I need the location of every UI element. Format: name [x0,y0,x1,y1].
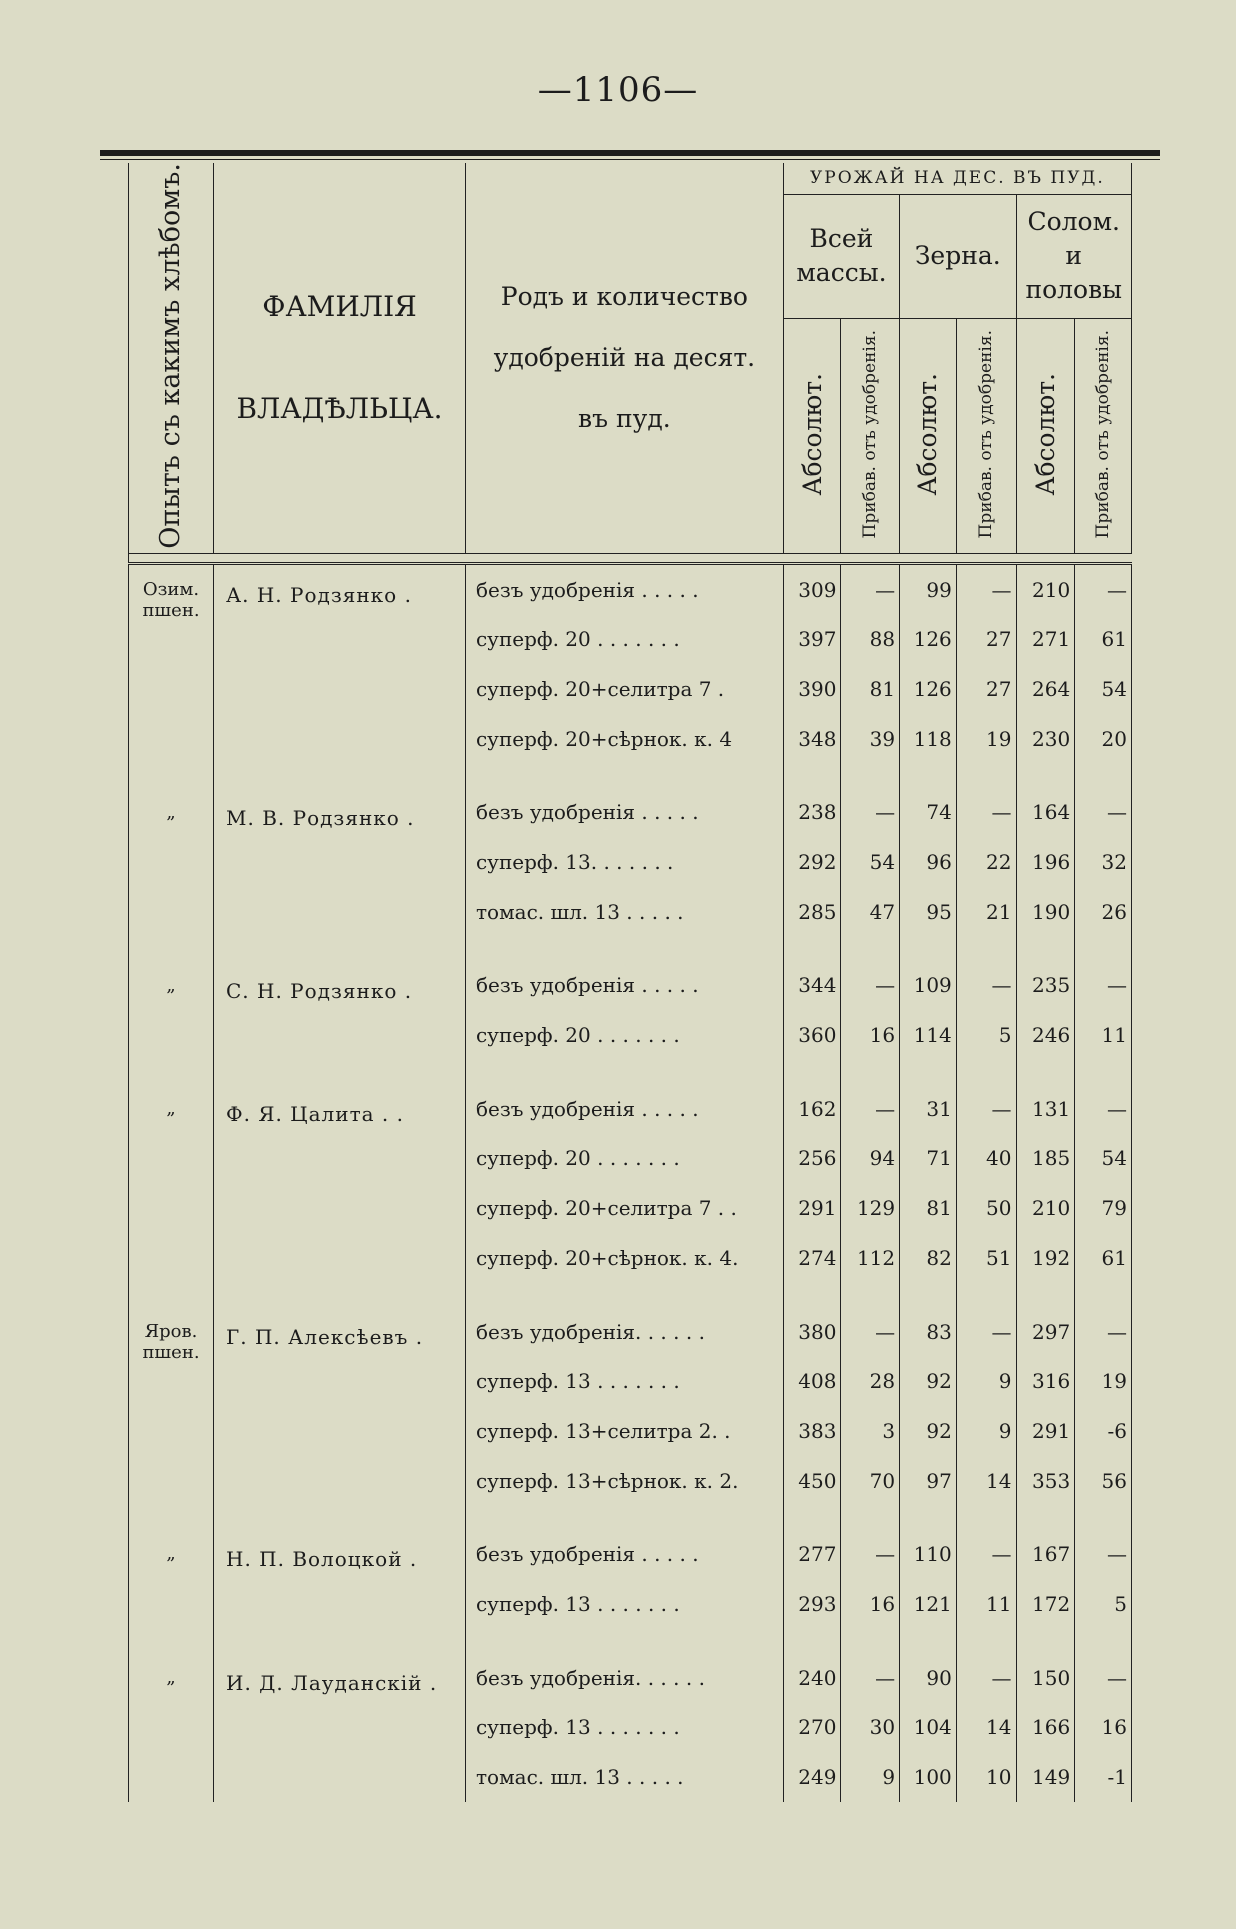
fertilizer-cell: суперф. 20 . . . . . . . [465,1010,783,1060]
total-abs-cell: 249 [783,1752,841,1802]
straw-inc-cell: — [1075,1653,1132,1703]
grain-abs-cell: 96 [900,837,957,887]
straw-abs-cell: 264 [1016,664,1075,714]
grain-inc-cell: — [956,961,1016,1011]
total-abs-cell: 309 [783,563,841,614]
total-abs-cell: 274 [783,1233,841,1283]
owner-name-cell: М. В. Родзянко . [214,788,466,937]
straw-abs-cell: 167 [1016,1529,1075,1579]
fertilizer-cell: безъ удобренія . . . . . [465,1084,783,1134]
total-inc-cell: — [841,788,900,838]
straw-abs-cell: 291 [1016,1406,1075,1456]
total-inc-cell: 81 [841,664,900,714]
table-row [129,1307,1132,1357]
total-inc-cell: 16 [841,1579,900,1629]
fertilizer-cell: безъ удобренія. . . . . . [465,1307,783,1357]
straw-inc-cell: 5 [1075,1579,1132,1629]
fertilizer-cell: суперф. 13. . . . . . . [465,837,783,887]
header-total-abs-label: Абсолют. [797,372,827,496]
grain-inc-cell: 51 [956,1233,1016,1283]
straw-inc-cell: 32 [1075,837,1132,887]
grain-inc-cell: — [956,563,1016,614]
table-row [129,1529,1132,1579]
grain-abs-cell: 110 [900,1529,957,1579]
header-yield-group: УРОЖАЙ НА ДЕС. ВЪ ПУД. [783,163,1131,194]
fertilizer-cell: суперф. 20+селитра 7 . [465,664,783,714]
grain-inc-cell: 9 [956,1406,1016,1456]
straw-abs-cell: 246 [1016,1010,1075,1060]
header-fert-line2: удобреній на десят. [493,343,756,373]
straw-abs-cell: 172 [1016,1579,1075,1629]
total-inc-cell: — [841,563,900,614]
straw-inc-cell: — [1075,1529,1132,1579]
grain-abs-cell: 97 [900,1456,957,1506]
total-inc-cell: 112 [841,1233,900,1283]
total-inc-cell: 3 [841,1406,900,1456]
grain-inc-cell: 27 [956,614,1016,664]
straw-abs-cell: 164 [1016,788,1075,838]
owner-name-cell: С. Н. Родзянко . [214,961,466,1060]
total-inc-cell: 94 [841,1134,900,1184]
group-gap [129,1283,1132,1307]
grain-abs-cell: 31 [900,1084,957,1134]
table-row [129,788,1132,838]
total-inc-cell: — [841,1653,900,1703]
grain-inc-cell: 50 [956,1183,1016,1233]
group-gap [129,764,1132,788]
grain-abs-cell: 114 [900,1010,957,1060]
owner-name-cell: Ф. Я. Цалита . . [214,1084,466,1283]
header-total-mass: Всей массы. [783,194,899,318]
crop-type-cell: „ [129,1653,214,1802]
total-inc-cell: 39 [841,714,900,764]
total-abs-cell: 240 [783,1653,841,1703]
crop-type-cell: „ [129,788,214,937]
fertilizer-cell: суперф. 13 . . . . . . . [465,1356,783,1406]
fertilizer-cell: безъ удобренія. . . . . . [465,1653,783,1703]
straw-inc-cell: 79 [1075,1183,1132,1233]
header-total-inc-label: Прибав. отъ удобренія. [860,329,881,539]
grain-inc-cell: — [956,1084,1016,1134]
grain-abs-cell: 126 [900,614,957,664]
group-gap [129,1629,1132,1653]
straw-abs-cell: 271 [1016,614,1075,664]
fertilizer-cell: безъ удобренія . . . . . [465,1529,783,1579]
total-inc-cell: 47 [841,887,900,937]
straw-abs-cell: 150 [1016,1653,1075,1703]
straw-inc-cell: — [1075,788,1132,838]
grain-abs-cell: 100 [900,1752,957,1802]
owner-name-cell: И. Д. Лауданскій . [214,1653,466,1802]
header-straw-abs-label: Абсолют. [1030,372,1060,496]
header-straw: Солом. и половы [1016,194,1132,318]
header-grain-inc-label: Прибав. отъ удобренія. [976,329,997,539]
grain-inc-cell: 21 [956,887,1016,937]
total-inc-cell: 28 [841,1356,900,1406]
total-inc-cell: — [841,1084,900,1134]
straw-inc-cell: 19 [1075,1356,1132,1406]
total-abs-cell: 383 [783,1406,841,1456]
owner-name-cell: Н. П. Волоцкой . [214,1529,466,1628]
grain-abs-cell: 104 [900,1703,957,1753]
group-gap [129,1505,1132,1529]
total-abs-cell: 450 [783,1456,841,1506]
total-abs-cell: 348 [783,714,841,764]
total-abs-cell: 277 [783,1529,841,1579]
total-abs-cell: 162 [783,1084,841,1134]
grain-inc-cell: 9 [956,1356,1016,1406]
straw-inc-cell: — [1075,1307,1132,1357]
table-body [129,553,1132,1802]
header-grain-abs [900,319,957,554]
group-gap [129,1060,1132,1084]
straw-abs-cell: 210 [1016,563,1075,614]
total-inc-cell: 16 [841,1010,900,1060]
grain-abs-cell: 92 [900,1406,957,1456]
crop-type-cell: „ [129,1529,214,1628]
straw-abs-cell: 353 [1016,1456,1075,1506]
fertilizer-cell: томас. шл. 13 . . . . . [465,887,783,937]
fertilizer-cell: суперф. 13 . . . . . . . [465,1579,783,1629]
table-row [129,961,1132,1011]
grain-inc-cell: 11 [956,1579,1016,1629]
straw-inc-cell: — [1075,1084,1132,1134]
grain-abs-cell: 81 [900,1183,957,1233]
straw-inc-cell: 26 [1075,887,1132,937]
owner-name-cell: А. Н. Родзянко . [214,563,466,763]
total-inc-cell: — [841,1307,900,1357]
total-abs-cell: 360 [783,1010,841,1060]
straw-abs-cell: 190 [1016,887,1075,937]
total-inc-cell: 30 [841,1703,900,1753]
fertilizer-cell: суперф. 20+сѣрнок. к. 4 [465,714,783,764]
total-abs-cell: 270 [783,1703,841,1753]
straw-inc-cell: 16 [1075,1703,1132,1753]
straw-abs-cell: 297 [1016,1307,1075,1357]
total-inc-cell: 9 [841,1752,900,1802]
header-owner [214,163,466,553]
header-grain-abs-label: Абсолют. [913,372,943,496]
fertilizer-cell: суперф. 13+сѣрнок. к. 2. [465,1456,783,1506]
total-inc-cell: 88 [841,614,900,664]
grain-inc-cell: — [956,1653,1016,1703]
header-fert-line1: Родъ и количество [500,282,748,312]
straw-abs-cell: 196 [1016,837,1075,887]
total-abs-cell: 293 [783,1579,841,1629]
header-experiment [129,163,214,553]
straw-abs-cell: 192 [1016,1233,1075,1283]
straw-inc-cell: 56 [1075,1456,1132,1506]
grain-inc-cell: 5 [956,1010,1016,1060]
straw-abs-cell: 316 [1016,1356,1075,1406]
header-total-inc [841,319,900,554]
grain-inc-cell: 14 [956,1456,1016,1506]
straw-inc-cell: 11 [1075,1010,1132,1060]
header-owner-line1: ФАМИЛІЯ [262,289,417,323]
yield-table [128,163,1132,1802]
group-gap [129,937,1132,961]
top-rule-thin [100,159,1160,160]
straw-inc-cell: 20 [1075,714,1132,764]
straw-inc-cell: 61 [1075,614,1132,664]
header-straw-inc [1075,319,1132,554]
total-abs-cell: 408 [783,1356,841,1406]
header-separator [129,553,1132,563]
grain-abs-cell: 90 [900,1653,957,1703]
owner-name-cell: Г. П. Алексѣевъ . [214,1307,466,1506]
header-straw-inc-label: Прибав. отъ удобренія. [1093,329,1114,539]
straw-abs-cell: 166 [1016,1703,1075,1753]
grain-inc-cell: 10 [956,1752,1016,1802]
straw-abs-cell: 210 [1016,1183,1075,1233]
straw-inc-cell: — [1075,563,1132,614]
straw-inc-cell: -1 [1075,1752,1132,1802]
table-row [129,1653,1132,1703]
fertilizer-cell: суперф. 20+сѣрнок. к. 4. [465,1233,783,1283]
page-number: —1106— [537,70,699,110]
straw-abs-cell: 149 [1016,1752,1075,1802]
straw-abs-cell: 185 [1016,1134,1075,1184]
header-fert-line3: въ пуд. [578,404,671,434]
total-inc-cell: 129 [841,1183,900,1233]
fertilizer-cell: суперф. 13+селитра 2. . [465,1406,783,1456]
grain-inc-cell: 27 [956,664,1016,714]
total-inc-cell: 54 [841,837,900,887]
grain-inc-cell: 22 [956,837,1016,887]
header-fertilizer [465,163,783,553]
grain-abs-cell: 83 [900,1307,957,1357]
top-rule [100,150,1160,156]
straw-inc-cell: 54 [1075,1134,1132,1184]
straw-inc-cell: 61 [1075,1233,1132,1283]
fertilizer-cell: безъ удобренія . . . . . [465,961,783,1011]
table-row [129,1084,1132,1134]
straw-inc-cell: — [1075,961,1132,1011]
header-straw-abs [1016,319,1075,554]
yield-table-wrap [128,163,1132,1790]
fertilizer-cell: безъ удобренія . . . . . [465,788,783,838]
fertilizer-cell: суперф. 20+селитра 7 . . [465,1183,783,1233]
grain-inc-cell: — [956,788,1016,838]
crop-type-cell: Озим. пшен. [129,563,214,763]
grain-abs-cell: 92 [900,1356,957,1406]
header-grain-inc [956,319,1016,554]
header-experiment-label: Опытъ съ какимъ хлѣбомъ. [155,163,186,549]
header-owner-line2: ВЛАДѢЛЬЦА. [236,391,443,425]
total-abs-cell: 291 [783,1183,841,1233]
header-grain: Зерна. [900,194,1016,318]
total-inc-cell: 70 [841,1456,900,1506]
grain-abs-cell: 109 [900,961,957,1011]
total-inc-cell: — [841,961,900,1011]
total-abs-cell: 285 [783,887,841,937]
fertilizer-cell: суперф. 20 . . . . . . . [465,1134,783,1184]
fertilizer-cell: безъ удобренія . . . . . [465,563,783,614]
header-total-abs [783,319,841,554]
grain-abs-cell: 121 [900,1579,957,1629]
grain-inc-cell: — [956,1307,1016,1357]
total-abs-cell: 344 [783,961,841,1011]
fertilizer-cell: томас. шл. 13 . . . . . [465,1752,783,1802]
crop-type-cell: Яров. пшен. [129,1307,214,1506]
crop-type-cell: „ [129,961,214,1060]
total-abs-cell: 397 [783,614,841,664]
straw-abs-cell: 235 [1016,961,1075,1011]
total-inc-cell: — [841,1529,900,1579]
fertilizer-cell: суперф. 13 . . . . . . . [465,1703,783,1753]
crop-type-cell: „ [129,1084,214,1283]
grain-abs-cell: 99 [900,563,957,614]
grain-abs-cell: 118 [900,714,957,764]
grain-abs-cell: 74 [900,788,957,838]
grain-abs-cell: 126 [900,664,957,714]
grain-abs-cell: 82 [900,1233,957,1283]
fertilizer-cell: суперф. 20 . . . . . . . [465,614,783,664]
straw-abs-cell: 131 [1016,1084,1075,1134]
straw-inc-cell: -6 [1075,1406,1132,1456]
grain-inc-cell: — [956,1529,1016,1579]
grain-abs-cell: 71 [900,1134,957,1184]
total-abs-cell: 292 [783,837,841,887]
total-abs-cell: 256 [783,1134,841,1184]
straw-inc-cell: 54 [1075,664,1132,714]
table-row [129,563,1132,614]
straw-abs-cell: 230 [1016,714,1075,764]
grain-inc-cell: 19 [956,714,1016,764]
total-abs-cell: 238 [783,788,841,838]
total-abs-cell: 390 [783,664,841,714]
grain-inc-cell: 14 [956,1703,1016,1753]
grain-abs-cell: 95 [900,887,957,937]
total-abs-cell: 380 [783,1307,841,1357]
grain-inc-cell: 40 [956,1134,1016,1184]
